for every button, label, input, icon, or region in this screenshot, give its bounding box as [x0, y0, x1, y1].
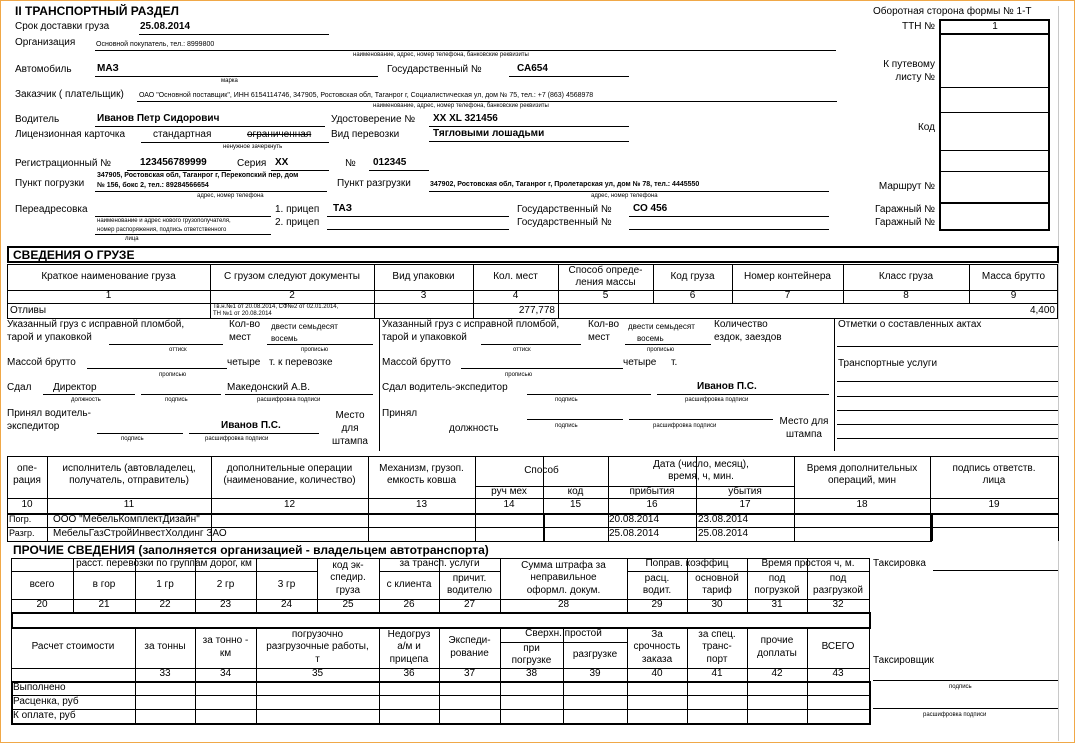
cost-header-h_tonkm: за тонно - км: [202, 635, 249, 659]
cost-header-h_other: прочие доплаты: [757, 635, 797, 659]
taxation-hint-sign: подпись: [949, 684, 972, 690]
ops-col-num-12: 12: [283, 499, 296, 511]
other-col-num-22: 22: [159, 599, 171, 611]
ops-row-executor: ООО "МебельКомплектДизайн": [53, 514, 200, 525]
other-col-num-27: 27: [463, 599, 476, 611]
cost-col-num-35: 35: [311, 668, 324, 680]
cargo-docs-2: ТН №1 от 20.08.2014: [213, 311, 272, 317]
services-title: Транспортные услуги: [838, 358, 938, 369]
other-header-calc: расц. водит.: [642, 572, 672, 596]
cost-header-title: Расчет стоимости: [31, 641, 115, 653]
taxation-hint-decode: расшифровка подписи: [923, 712, 987, 718]
cargo-docs-1: Тв.н.№1 от 20.08.2014, СФ№2 от 02.01.2014,: [213, 304, 339, 310]
cost-header-h_underload: Недогруз а/м и прицепа: [387, 628, 431, 665]
cargo-col-num-8: 8: [903, 290, 909, 302]
delivery-label: Срок доставки груза: [15, 21, 110, 32]
l-hint-imprint: оттиск: [169, 347, 187, 353]
cost-row-label: Расценка, руб: [13, 695, 79, 707]
l-taken-2: экспедитор: [7, 421, 60, 432]
other-header-h_g2: 2 гр: [216, 578, 235, 590]
cert-label: Удостоверение №: [331, 114, 416, 125]
rule-line: [869, 627, 870, 681]
other-col-num-31: 31: [771, 599, 783, 611]
r-given-label: Сдал водитель-экспедитор: [382, 382, 508, 393]
r-stamp-1: Место для: [779, 416, 829, 427]
r-trips-1: Количество: [714, 319, 768, 330]
ops-col-num-11: 11: [123, 499, 135, 511]
other-header-coef: Поправ. коэффиц: [645, 558, 729, 570]
r-taken-label: Принял: [382, 408, 418, 419]
ops-col-num-18: 18: [856, 499, 868, 511]
other-title: ПРОЧИЕ СВЕДЕНИЯ (заполняется организацией - владельцем автотранспорта): [13, 543, 489, 557]
l-qty-label-1: Кол-во: [229, 319, 261, 330]
rule-line: [563, 681, 564, 723]
cargo-qty: 277,778: [518, 304, 555, 316]
cost-col-num-38: 38: [525, 668, 538, 680]
reg-label: Регистрационный №: [15, 158, 111, 169]
cargo-header-1: Краткое наименование груза: [41, 270, 176, 282]
other-header-h_g3: 3 гр: [277, 578, 296, 590]
load-value-1: 347905, Ростовская обл, Таганрог г, Перекопский пер, дом: [97, 172, 299, 179]
cargo-header-4: Кол. мест: [493, 270, 538, 282]
rule-line: [558, 303, 559, 318]
ops-header-arrival: прибытия: [629, 486, 675, 497]
plate-label: Государственный №: [387, 64, 482, 75]
cargo-col-num-1: 1: [105, 290, 112, 302]
l-hint-sign2: подпись: [121, 436, 144, 442]
r-qty-words-2: восемь: [637, 334, 664, 343]
ops-header-date: Дата (число, месяц), время, ч, мин.: [653, 458, 749, 482]
org-value: Основной покупатель, тел.: 8999800: [96, 41, 215, 48]
cost-col-num-34: 34: [219, 668, 232, 680]
ops-col-num-15: 15: [569, 499, 582, 511]
rule-line: [135, 681, 136, 723]
r-hint-decode2: расшифровка подписи: [653, 423, 717, 429]
car-label: Автомобиль: [15, 64, 72, 75]
r-mass-label: Массой брутто: [382, 357, 451, 368]
r-mass-suffix: т.: [671, 357, 678, 368]
cargo-name: Отливы: [10, 304, 47, 316]
l-seal-2: тарой и упаковкой: [7, 332, 92, 343]
r-stamp-2: штампа: [786, 429, 822, 440]
cost-header-h_loadwork: погрузочно разгрузочные работы, т: [266, 628, 369, 665]
cargo-title-bar: [7, 246, 1059, 263]
cost-col-num-41: 41: [711, 668, 723, 680]
notes-title: Отметки о составленных актах: [838, 319, 982, 330]
l-hint-position: должность: [71, 397, 101, 403]
other-header-idle: Время простоя ч, м.: [761, 558, 855, 570]
ops-header-sign: подпись ответств. лица: [952, 462, 1036, 486]
other-col-num-24: 24: [280, 599, 293, 611]
unload-value: 347902, Ростовская обл, Таганрог г, Пролетарская ул, дом № 78, тел.: 4445550: [430, 181, 700, 188]
ops-header-way-manual: руч мех: [491, 486, 527, 497]
driver-label: Водитель: [15, 114, 60, 125]
cost-header-overtime-unload: разгрузке: [572, 648, 618, 660]
ops-col-num-16: 16: [646, 499, 658, 511]
rule-line: [500, 681, 501, 723]
rule-line: [11, 695, 869, 696]
ops-row-departure: 25.08.2014: [698, 527, 749, 539]
load-label: Пункт погрузки: [15, 178, 85, 189]
num-label: №: [345, 158, 356, 169]
redirect-hint-1: наименование и адрес нового грузополучателя,: [97, 218, 231, 224]
rule-line: [473, 303, 474, 318]
taxation-label: Таксировка: [873, 558, 926, 569]
other-col-num-30: 30: [711, 599, 723, 611]
ops-header-1: опе- рация: [13, 462, 41, 486]
other-header-h_g1: 1 гр: [156, 578, 174, 590]
r-hint-sign: подпись: [555, 397, 578, 403]
other-header-h_total: всего: [29, 578, 55, 590]
license-standard: стандартная: [153, 129, 212, 140]
redirect-hint-2: номер распоряжения, подпись ответственного: [97, 227, 227, 233]
license-label: Лицензионная карточка: [15, 129, 126, 140]
rule-line: [7, 318, 1058, 319]
rule-line: [256, 681, 257, 723]
rule-line: [1058, 456, 1059, 541]
r-mass-words: четыре: [623, 357, 657, 368]
cost-header-h_all: ВСЕГО: [821, 641, 855, 653]
l-taken-1: Принял водитель-: [7, 408, 91, 419]
ops-header-4: Механизм, грузоп. емкость ковша: [379, 462, 464, 486]
ops-col-num-10: 10: [21, 499, 33, 511]
code-label: Код: [917, 122, 935, 133]
reg-value: 123456789999: [140, 157, 207, 168]
waybill-label-2: листу №: [895, 72, 935, 83]
customer-value: ОАО "Основной поставщик", ИНН 6154114746, 347905, Ростовская обл, Таганрог г, Социалистическая ул, дом № 75, тел.: +7 (863) 4568978: [139, 92, 594, 99]
car-hint: марка: [221, 78, 238, 84]
ops-row-arrival: 25.08.2014: [609, 527, 660, 539]
cost-header-h_forward: Экспеди- рование: [448, 635, 491, 659]
route-label: Маршрут №: [878, 181, 935, 192]
rule-line: [1057, 264, 1058, 318]
ops-header-3: дополнительные операции (наименование, количество): [223, 462, 356, 486]
cost-header-h_urgent: За срочность заказа: [633, 628, 681, 665]
l-seal-1: Указанный груз с исправной пломбой,: [7, 319, 185, 330]
l-hint-sign: подпись: [165, 397, 188, 403]
other-col-num-29: 29: [651, 599, 663, 611]
ops-col-num-19: 19: [988, 499, 1000, 511]
other-header-code: код эк- спедир. груза: [330, 559, 366, 596]
ttn-label: ТТН №: [902, 21, 935, 32]
other-col-num-21: 21: [98, 599, 110, 611]
cargo-header-9: Масса брутто: [981, 270, 1046, 282]
l-taken-name: Иванов П.С.: [221, 420, 281, 431]
rule-line: [11, 723, 871, 725]
other-header-distance: расст. перевозки по группам дорог, км: [76, 558, 252, 570]
ops-col-num-13: 13: [415, 499, 428, 511]
l-given-name: Македонский А.В.: [227, 382, 310, 393]
load-hint: адрес, номер телефона: [197, 193, 264, 199]
form-note: Оборотная сторона формы № 1-Т: [873, 6, 1032, 17]
other-col-num-32: 32: [832, 599, 844, 611]
customer-label: Заказчик ( плательщик): [15, 89, 124, 100]
cargo-col-num-3: 3: [420, 290, 427, 302]
l-stamp-2: для: [341, 423, 359, 434]
r-hint-words2: прописью: [505, 372, 533, 378]
l-qty-words-1: двести семьдесят: [271, 322, 338, 331]
other-col-num-26: 26: [403, 599, 415, 611]
l-mass-suffix: т. к перевозке: [269, 357, 333, 368]
rule-line: [210, 303, 211, 318]
org-hint: наименование, адрес, номер телефона, банковские реквизиты: [353, 52, 529, 58]
rule-line: [7, 541, 932, 542]
series-label: Серия: [237, 158, 267, 169]
trailer-plate1-label: Государственный №: [517, 204, 612, 215]
r-hint-imprint: оттиск: [513, 347, 531, 353]
rule-line: [869, 681, 871, 723]
rule-line: [869, 558, 870, 612]
cargo-section-title: СВЕДЕНИЯ О ГРУЗЕ: [13, 248, 135, 262]
trailer2-label: 2. прицеп: [275, 217, 320, 228]
ops-row-executor: МебельГазСтройИнвестХолдинг ЗАО: [53, 528, 227, 539]
rule-line: [687, 681, 688, 723]
cost-col-num-43: 43: [832, 668, 844, 680]
garage-label-1: Гаражный №: [874, 204, 935, 215]
rule-line: [379, 681, 380, 723]
cost-col-num-42: 42: [771, 668, 783, 680]
l-mass-label: Массой брутто: [7, 357, 76, 368]
cargo-header-8: Класс груза: [878, 270, 934, 282]
cargo-header-7: Номер контейнера: [744, 270, 831, 282]
r-qty-label-1: Кол-во: [588, 319, 620, 330]
cargo-col-num-7: 7: [784, 290, 791, 302]
trailer1-label: 1. прицеп: [275, 204, 320, 215]
trailer-plate2-label: Государственный №: [517, 217, 612, 228]
rule-line: [869, 612, 871, 627]
cost-col-num-40: 40: [651, 668, 663, 680]
cost-header-overtime-load: при погрузке: [511, 642, 552, 666]
l-qty-words-2: восемь: [271, 334, 298, 343]
r-hint-sign2: подпись: [555, 423, 578, 429]
r-hint-decode: расшифровка подписи: [685, 397, 749, 403]
load-value-2: № 156, бокс 2, тел.: 89284566654: [97, 182, 209, 189]
ops-header-time: Время дополнительных операций, мин: [806, 462, 918, 486]
org-label: Организация: [15, 37, 76, 48]
cost-header-overtime: Сверхн. простой: [525, 628, 602, 640]
l-given-label: Сдал: [7, 382, 32, 393]
rule-line: [11, 681, 871, 683]
section-title: II ТРАНСПОРТНЫЙ РАЗДЕЛ: [15, 4, 179, 18]
trailer-plate1-value: СО 456: [633, 203, 668, 214]
ops-row-arrival: 20.08.2014: [609, 513, 660, 525]
r-seal-1: Указанный груз с исправной пломбой,: [382, 319, 560, 330]
plate-value: СА654: [517, 63, 548, 74]
cost-col-num-33: 33: [159, 668, 171, 680]
cargo-col-num-5: 5: [602, 290, 609, 302]
redirect-label: Переадресовка: [15, 204, 88, 215]
l-stamp-3: штампа: [332, 436, 368, 447]
cargo-col-num-9: 9: [1010, 290, 1017, 302]
cost-col-num-37: 37: [463, 668, 476, 680]
other-header-idle-load: под погрузкой: [754, 572, 800, 596]
garage-label-2: Гаражный №: [874, 217, 935, 228]
rule-line: [374, 303, 375, 318]
transport-type-value: Тягловыми лошадьми: [433, 128, 545, 139]
ops-header-departure: убытия: [728, 486, 762, 497]
cargo-mass: 4,400: [1029, 304, 1055, 316]
cargo-col-num-2: 2: [289, 290, 295, 302]
l-qty-label-2: мест: [229, 332, 252, 343]
series-value: XX: [275, 157, 289, 168]
other-header-client: с клиента: [386, 578, 432, 590]
unload-hint: адрес, номер телефона: [591, 193, 658, 199]
l-mass-words: четыре: [227, 357, 261, 368]
other-header-transport: за трансп. услуги: [399, 558, 480, 570]
ops-header-way-code: код: [567, 486, 584, 497]
ops-header-2: исполнитель (автовладелец, получатель, отправитель): [62, 462, 196, 486]
r-qty-words-1: двести семьдесят: [628, 322, 695, 331]
license-hint: ненужное зачеркнуть: [223, 144, 283, 150]
cargo-col-num-4: 4: [512, 290, 519, 302]
other-header-h_city: в гор: [92, 578, 116, 590]
cost-row-label: К оплате, руб: [13, 709, 76, 721]
cost-col-num-36: 36: [403, 668, 415, 680]
l-given-position: Директор: [53, 382, 97, 393]
trailer1-value: ТАЗ: [333, 203, 352, 214]
cargo-col-num-6: 6: [689, 290, 696, 302]
cost-header-h_ton: за тонны: [144, 641, 186, 653]
cost-col-num-39: 39: [589, 668, 601, 680]
rule-line: [627, 681, 628, 723]
ops-row-departure: 23.08.2014: [698, 513, 749, 525]
transport-type-label: Вид перевозки: [331, 129, 400, 140]
l-hint-words: прописью: [301, 347, 329, 353]
ttn-box: [939, 19, 1050, 231]
rule-line: [11, 612, 871, 614]
unload-label: Пункт разгрузки: [337, 178, 411, 189]
rule-line: [11, 709, 869, 710]
l-hint-decode: расшифровка подписи: [257, 397, 321, 403]
cargo-header-5: Способ опреде- ления массы: [568, 265, 643, 288]
r-trips-2: ездок, заездов: [714, 332, 782, 343]
other-col-num-23: 23: [219, 599, 232, 611]
delivery-date: 25.08.2014: [140, 21, 191, 32]
ops-header-way: Способ: [524, 464, 559, 476]
ttn-value: 1: [992, 21, 998, 32]
car-value: МАЗ: [97, 63, 119, 74]
cert-value: XX XL 321456: [433, 113, 498, 124]
l-hint-decode2: расшифровка подписи: [205, 436, 269, 442]
rule-line: [11, 612, 13, 627]
other-header-due: причит. водителю: [447, 572, 492, 596]
customer-hint: наименование, адрес, номер телефона, банковские реквизиты: [373, 103, 549, 109]
r-given-name: Иванов П.С.: [697, 381, 757, 392]
l-stamp-1: Место: [335, 410, 365, 421]
other-col-num-25: 25: [342, 599, 354, 611]
other-col-num-20: 20: [36, 599, 48, 611]
cargo-header-6: Код груза: [670, 270, 715, 282]
taxation-clerk-label: Таксировщик: [873, 655, 934, 666]
rule-line: [543, 513, 545, 541]
other-header-idle-unload: под разгрузкой: [813, 572, 863, 596]
r-hint-words: прописью: [647, 347, 675, 353]
rule-line: [747, 681, 748, 723]
waybill-label-1: К путевому: [883, 59, 935, 70]
r-qty-label-2: мест: [588, 332, 611, 343]
num-value: 012345: [373, 157, 407, 168]
cost-header-h_special: за спец. транс- порт: [698, 628, 736, 665]
ops-col-num-14: 14: [503, 499, 515, 511]
r-taken-position: должность: [449, 423, 499, 434]
ops-row-op: Погр.: [9, 514, 32, 525]
r-seal-2: тарой и упаковкой: [382, 332, 467, 343]
rule-line: [807, 681, 808, 723]
rule-line: [439, 681, 440, 723]
l-hint-words2: прописью: [159, 372, 187, 378]
other-header-fine: Сумма штрафа за неправильное оформл. докум.: [521, 559, 606, 596]
ops-col-num-17: 17: [739, 499, 751, 511]
cargo-header-2: С грузом следуют документы: [224, 270, 360, 282]
redirect-hint-3: лица: [125, 236, 139, 242]
ops-row-op: Разгр.: [9, 528, 35, 539]
cost-row-label: Выполнено: [13, 681, 66, 693]
rule-line: [195, 681, 196, 723]
rule-line: [931, 513, 933, 541]
license-limited: ограниченная: [247, 129, 312, 140]
cargo-header-3: Вид упаковки: [392, 270, 455, 282]
other-header-base: основной тариф: [695, 572, 739, 596]
other-col-num-28: 28: [557, 599, 570, 611]
driver-value: Иванов Петр Сидорович: [97, 113, 220, 124]
